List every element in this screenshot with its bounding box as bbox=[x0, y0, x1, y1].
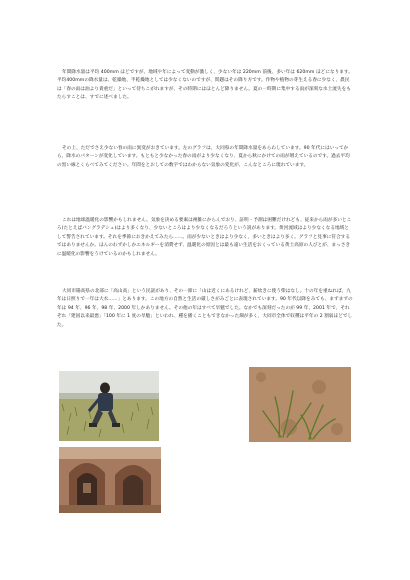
paragraph-text: これは地球温暖化の影響かもしれません。気象を決める要素は複雑にからんでおり、証明・予測は困難だけれども、従来から雨が多いところ(たとえばバングラデシュ)はより多くなり、少ないところはより少なくなるだろうという説があります。黄河流域はより少なくなる地域として警告されています。それを季節におきかえてみたら……。雨が少ないときはより少なく、多いときはより多く。グラフと見事に符合するではありませんか。ほんのわずかしかエネルギーを消費せず、温暖化の原因とは最も遠い生活をおくっている黄土高原の人びとが、まっさきに温暖化の影響をうけているのかもしれません。 bbox=[57, 218, 352, 257]
paragraph-folk-song bbox=[57, 288, 353, 330]
photo-cave-dwelling bbox=[59, 447, 161, 513]
paragraph-text: その上、ただでさえ少ない春の雨に異変がおきています。左のグラフは、大同県の年間降水量をあらわしています。90 年代にはいってから、降水のパターンが変化しています。もともと少なかった春の雨がより少なくなり、夏から秋にかけての雨が増えているのです。過去平均の黒い線とくらべてみてください。年間をとおしての数字ではわからない気象の変化が、こんなところに現れています。 bbox=[57, 146, 350, 168]
paragraph-spring-rain bbox=[57, 145, 353, 170]
paragraph-text: 年間降水量は平均 400mm ほどですが、地域や年によって変動が激しく、少ない年は 220mm 前後、多い年は 620mm ほどになります。平均400mmの降水量は、乾燥地、半乾燥地としては少なくないのですが、問題はその降り方です。作物や植物の芽生える春に少なく、農民は「春の雨は油より貴重だ」といって待ちこがれますが、その時期にはほとんど降りません。夏の一時期に集中する雨が深刻な水土流失をもたらすことは、すでに述べました。 bbox=[57, 70, 353, 101]
photo-man-in-field bbox=[59, 371, 159, 441]
photo-seedlings bbox=[249, 367, 351, 442]
paragraph-global-warming bbox=[57, 217, 353, 259]
paragraph-text: 大同市陽高県の北部に「高山高」という民謡があり、その一節に「山は近くにあるけれど、薪炊きに使う柴はなし。十の年を重ねれば、九年は日照りで一年は大水……」とあります。この地方の自然と生活の厳しさがみごとに表現されています。90 年代以降をみても、まずまずの年は 94 年、96 年、98 年、2000 年しかありません。その他の年はすべて旱魃でした。なかでも深刻だったのが 99 年、2001 年で、それぞれ「建国以来最悪」「100 年に 1 度の旱魃」といわれ、種を播くこともできなかった畑が多く、大同市全体で収穫は平年の 2 割弱ほどでした。 bbox=[57, 289, 353, 328]
paragraph-rainfall bbox=[57, 69, 353, 103]
